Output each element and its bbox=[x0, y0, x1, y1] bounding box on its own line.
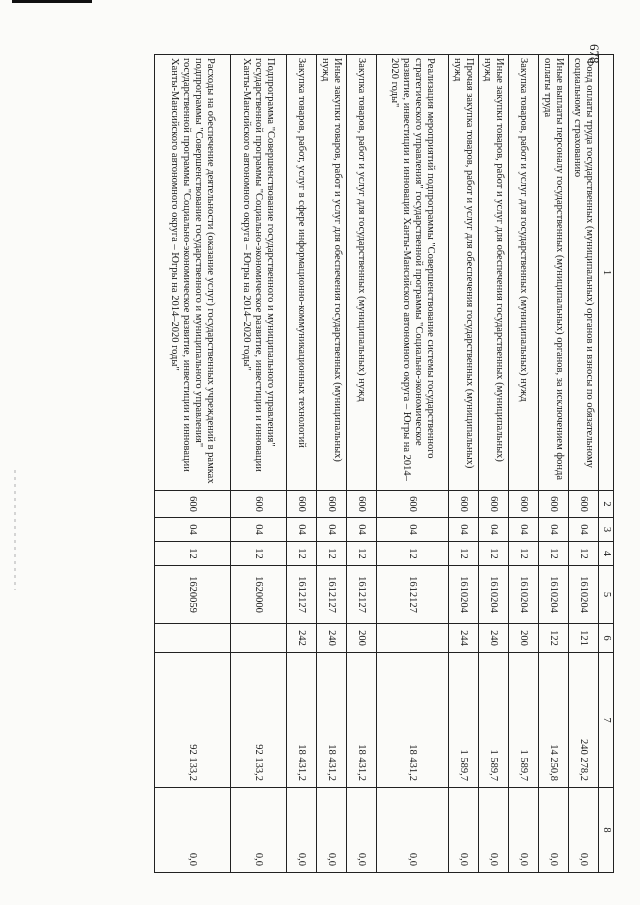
section-cell: 04 bbox=[347, 518, 377, 542]
header-cell-3: 3 bbox=[599, 518, 614, 542]
amount-cell-2: 0,0 bbox=[155, 788, 231, 873]
section-cell: 04 bbox=[569, 518, 599, 542]
expense-type-cell: 122 bbox=[539, 624, 569, 653]
section-cell: 04 bbox=[539, 518, 569, 542]
code-cell: 600 bbox=[231, 491, 287, 518]
section-cell: 04 bbox=[449, 518, 479, 542]
amount-cell-2: 0,0 bbox=[377, 788, 449, 873]
amount-cell: 1 589,7 bbox=[479, 653, 509, 788]
header-cell-8: 8 bbox=[599, 788, 614, 873]
target-article-cell: 1620000 bbox=[231, 566, 287, 624]
expense-type-cell bbox=[377, 624, 449, 653]
scan-margin-mark bbox=[14, 470, 16, 590]
amount-cell-2: 0,0 bbox=[287, 788, 317, 873]
code-cell: 600 bbox=[569, 491, 599, 518]
amount-cell-2: 0,0 bbox=[569, 788, 599, 873]
section-cell: 04 bbox=[155, 518, 231, 542]
section-cell: 04 bbox=[509, 518, 539, 542]
subsection-cell: 12 bbox=[539, 542, 569, 566]
amount-cell: 92 133,2 bbox=[155, 653, 231, 788]
target-article-cell: 1610204 bbox=[449, 566, 479, 624]
budget-table bbox=[154, 54, 614, 873]
amount-cell: 1 589,7 bbox=[449, 653, 479, 788]
table-row bbox=[231, 55, 287, 873]
expense-type-cell: 244 bbox=[449, 624, 479, 653]
table-row bbox=[479, 55, 509, 873]
rotated-table-container bbox=[88, 54, 614, 872]
header-cell-7: 7 bbox=[599, 653, 614, 788]
expense-type-cell: 242 bbox=[287, 624, 317, 653]
header-cell-6: 6 bbox=[599, 624, 614, 653]
row-description: Прочая закупка товаров, работ и услуг для обеспечения государственных (муниципальных) нужд bbox=[449, 55, 479, 491]
table-row bbox=[377, 55, 449, 873]
amount-cell: 1 589,7 bbox=[509, 653, 539, 788]
target-article-cell: 1612127 bbox=[317, 566, 347, 624]
subsection-cell: 12 bbox=[231, 542, 287, 566]
section-cell: 04 bbox=[231, 518, 287, 542]
section-cell: 04 bbox=[317, 518, 347, 542]
header-row bbox=[599, 55, 614, 873]
subsection-cell: 12 bbox=[377, 542, 449, 566]
code-cell: 600 bbox=[317, 491, 347, 518]
header-cell-4: 4 bbox=[599, 542, 614, 566]
target-article-cell: 1610204 bbox=[569, 566, 599, 624]
table-row bbox=[287, 55, 317, 873]
amount-cell: 14 250,8 bbox=[539, 653, 569, 788]
top-rule bbox=[12, 0, 92, 3]
row-description: Фонд оплаты труда государственных (муниципальных) органов и взносы по обязательному социальному страхованию bbox=[569, 55, 599, 491]
code-cell: 600 bbox=[377, 491, 449, 518]
row-description: Закупка товаров, работ, услуг в сфере информационно-коммуникационных технологий bbox=[287, 55, 317, 491]
section-cell: 04 bbox=[287, 518, 317, 542]
subsection-cell: 12 bbox=[449, 542, 479, 566]
subsection-cell: 12 bbox=[347, 542, 377, 566]
section-cell: 04 bbox=[377, 518, 449, 542]
code-cell: 600 bbox=[155, 491, 231, 518]
table-row bbox=[317, 55, 347, 873]
expense-type-cell: 200 bbox=[509, 624, 539, 653]
target-article-cell: 1612127 bbox=[377, 566, 449, 624]
subsection-cell: 12 bbox=[317, 542, 347, 566]
row-description: Реализация мероприятий подпрограммы "Совершенствование системы государственного стратегического управления" государственной программы "Социально-экономическое развитие, инвестиции и инновации Ханты-Мансийского автономного округа – Югры на 2014–2020 годы" bbox=[377, 55, 449, 491]
target-article-cell: 1610204 bbox=[479, 566, 509, 624]
amount-cell: 240 278,2 bbox=[569, 653, 599, 788]
code-cell: 600 bbox=[479, 491, 509, 518]
table-row bbox=[449, 55, 479, 873]
expense-type-cell: 240 bbox=[479, 624, 509, 653]
code-cell: 600 bbox=[347, 491, 377, 518]
target-article-cell: 1610204 bbox=[539, 566, 569, 624]
table-row bbox=[509, 55, 539, 873]
table-row bbox=[155, 55, 231, 873]
header-cell-1: 1 bbox=[599, 55, 614, 491]
target-article-cell: 1620059 bbox=[155, 566, 231, 624]
section-cell: 04 bbox=[479, 518, 509, 542]
amount-cell-2: 0,0 bbox=[347, 788, 377, 873]
target-article-cell: 1612127 bbox=[347, 566, 377, 624]
subsection-cell: 12 bbox=[479, 542, 509, 566]
expense-type-cell bbox=[231, 624, 287, 653]
subsection-cell: 12 bbox=[155, 542, 231, 566]
amount-cell-2: 0,0 bbox=[449, 788, 479, 873]
table-body bbox=[155, 55, 614, 873]
amount-cell: 92 133,2 bbox=[231, 653, 287, 788]
row-description: Иные закупки товаров, работ и услуг для обеспечения государственных (муниципальных) нужд bbox=[479, 55, 509, 491]
amount-cell-2: 0,0 bbox=[317, 788, 347, 873]
subsection-cell: 12 bbox=[287, 542, 317, 566]
row-description: Иные закупки товаров, работ и услуг для обеспечения государственных (муниципальных) нужд bbox=[317, 55, 347, 491]
table-row bbox=[347, 55, 377, 873]
expense-type-cell: 200 bbox=[347, 624, 377, 653]
code-cell: 600 bbox=[287, 491, 317, 518]
code-cell: 600 bbox=[539, 491, 569, 518]
amount-cell-2: 0,0 bbox=[231, 788, 287, 873]
expense-type-cell: 121 bbox=[569, 624, 599, 653]
subsection-cell: 12 bbox=[509, 542, 539, 566]
amount-cell: 18 431,2 bbox=[287, 653, 317, 788]
expense-type-cell: 240 bbox=[317, 624, 347, 653]
header-cell-5: 5 bbox=[599, 566, 614, 624]
target-article-cell: 1610204 bbox=[509, 566, 539, 624]
header-cell-2: 2 bbox=[599, 491, 614, 518]
page-number: 678 bbox=[587, 44, 602, 64]
amount-cell: 18 431,2 bbox=[377, 653, 449, 788]
table-row bbox=[569, 55, 599, 873]
row-description: Подпрограмма "Совершенствование государственного и муниципального управления" государственной программы "Социально-экономическое развитие, инвестиции и инновации Ханты-Мансийского автономного округа – Югры на 2014–2020 годы" bbox=[231, 55, 287, 491]
code-cell: 600 bbox=[449, 491, 479, 518]
row-description: Иные выплаты персоналу государственных (муниципальных) органов, за исключением фонда оплаты труда bbox=[539, 55, 569, 491]
expense-type-cell bbox=[155, 624, 231, 653]
row-description: Расходы на обеспечение деятельности (оказание услуг) государственных учреждений в рамках подпрограммы "Совершенствование государственного и муниципального управления" государственной программы "Социально-экономическое развитие, инвестиции и инновации Ханты-Мансийского автономного округа – Югры на 2014–2020 годы" bbox=[155, 55, 231, 491]
table-row bbox=[539, 55, 569, 873]
amount-cell: 18 431,2 bbox=[347, 653, 377, 788]
row-description: Закупка товаров, работ и услуг для государственных (муниципальных) нужд bbox=[347, 55, 377, 491]
amount-cell-2: 0,0 bbox=[539, 788, 569, 873]
amount-cell-2: 0,0 bbox=[509, 788, 539, 873]
target-article-cell: 1612127 bbox=[287, 566, 317, 624]
code-cell: 600 bbox=[509, 491, 539, 518]
amount-cell: 18 431,2 bbox=[317, 653, 347, 788]
subsection-cell: 12 bbox=[569, 542, 599, 566]
amount-cell-2: 0,0 bbox=[479, 788, 509, 873]
row-description: Закупка товаров, работ и услуг для государственных (муниципальных) нужд bbox=[509, 55, 539, 491]
